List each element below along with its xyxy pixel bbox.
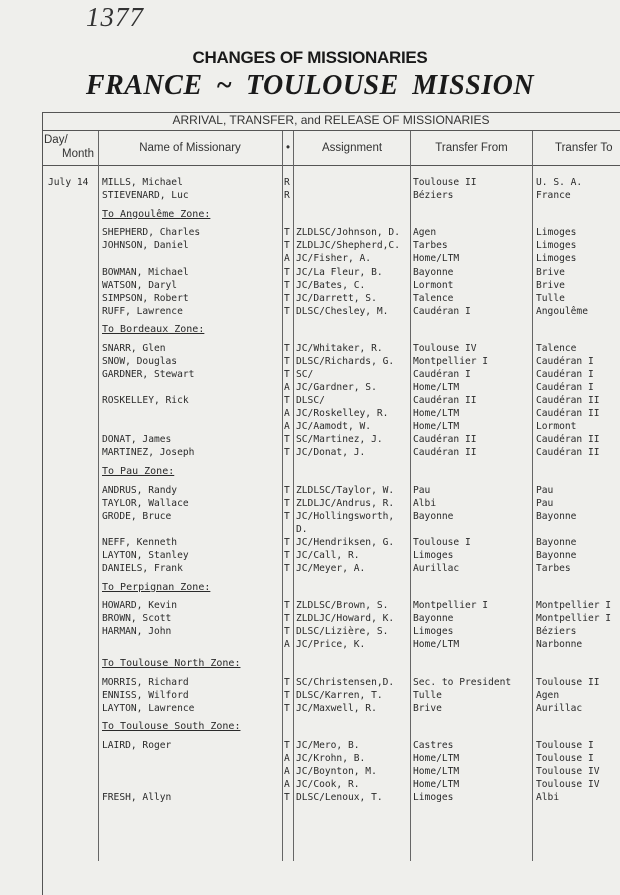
cell-assignment: JC/Aamodt, W. [296,421,372,433]
cell-to: France [536,190,571,202]
cell-name: FRESH, Allyn [102,792,172,804]
cell-code: A [284,253,290,265]
cell-code: T [284,395,290,407]
cell-from: Sec. to President [413,676,512,688]
cell-assignment: JC/Cook, R. [296,779,360,791]
cell-to: Bayonne [536,549,577,561]
cell-assignment: JC/Mero, B. [296,740,360,752]
cell-to: Tulle [536,292,565,304]
cell-from: Caudéran II [413,447,477,459]
cell-code: T [284,792,290,804]
cell-to: Montpellier I [536,600,612,612]
cell-assignment: SC/ [296,369,314,381]
cell-name: BROWN, Scott [102,613,172,625]
cell-assignment: JC/Krohn, B. [296,753,366,765]
cell-code: T [284,689,290,701]
cell-code: T [284,549,290,561]
cell-to: Toulouse II [536,676,600,688]
cell-code: T [284,266,290,278]
cell-from: Lormont [413,279,454,291]
cell-assignment: ZLDLSC/Johnson, D. [296,227,400,239]
zone-heading: To Perpignan Zone: [102,581,211,593]
cell-from: Tarbes [413,240,448,252]
cell-to: Caudéran II [536,395,600,407]
cell-from: Brive [413,702,442,714]
cell-to: Toulouse I [536,740,594,752]
cell-from: Home/LTM [413,253,460,265]
cell-from: Talence [413,292,454,304]
cell-to: Toulouse IV [536,766,600,778]
cell-assignment: JC/Whitaker, R. [296,342,383,354]
cell-to: Caudéran I [536,382,594,394]
cell-from: Tulle [413,689,442,701]
cell-to: Toulouse IV [536,779,600,791]
document-heading: CHANGES OF MISSIONARIES [192,48,428,67]
cell-code: R [284,190,290,202]
cell-from: Toulouse I [413,536,471,548]
column-header-code: • [285,142,291,154]
cell-assignment: ZLDLJC/Shepherd,C. [296,240,400,252]
cell-to: Toulouse I [536,753,594,765]
cell-assignment: JC/La Fleur, B. [296,266,383,278]
cell-name: BOWMAN, Michael [102,266,189,278]
cell-to: Aurillac [536,702,583,714]
cell-to: Bayonne [536,536,577,548]
cell-assignment: JC/Gardner, S. [296,382,377,394]
cell-to: Caudéran II [536,447,600,459]
cell-to: Béziers [536,626,577,638]
cell-from: Caudéran I [413,305,471,317]
cell-assignment: DLSC/Chesley, M. [296,305,389,317]
cell-to: Limoges [536,227,577,239]
cell-code: T [284,240,290,252]
cell-from: Home/LTM [413,408,460,420]
cell-code: A [284,408,290,420]
cell-assignment: JC/Roskelley, R. [296,408,389,420]
column-header-transfer-to: Transfer To [555,142,613,154]
cell-assignment: JC/Price, K. [296,639,366,651]
cell-name: SHEPHERD, Charles [102,227,201,239]
cell-name: SIMPSON, Robert [102,292,189,304]
cell-code: T [284,497,290,509]
cell-code: T [284,279,290,291]
cell-code: T [284,292,290,304]
cell-name: MILLS, Michael [102,177,183,188]
cell-code: A [284,639,290,651]
cell-from: Castres [413,740,454,752]
cell-to: Caudéran II [536,408,600,420]
cell-code: A [284,382,290,394]
cell-code: T [284,356,290,367]
cell-name: LAYTON, Stanley [102,549,189,561]
zone-heading: To Angoulême Zone: [102,208,211,220]
cell-from: Limoges [413,792,454,804]
cell-assignment: JC/Meyer, A. [296,562,366,574]
cell-assignment: SC/Christensen,D. [296,676,395,688]
cell-name: HARMAN, John [102,626,172,638]
cell-from: Bayonne [413,510,454,522]
cell-from: Home/LTM [413,779,460,791]
cell-to: Brive [536,279,565,291]
cell-to: Montpellier I [536,613,612,625]
cell-assignment: JC/Bates, C. [296,279,366,291]
cell-code: A [284,753,290,765]
cell-from: Aurillac [413,562,460,574]
cell-date: July 14 [48,177,89,188]
handwritten-page-number: 1377 [86,2,144,32]
cell-from: Limoges [413,626,454,638]
cell-code: T [284,740,290,752]
cell-from: Bayonne [413,613,454,625]
cell-from: Agen [413,227,437,239]
cell-assignment: JC/Hollingsworth, [296,510,395,522]
section-band-title: ARRIVAL, TRANSFER, and RELEASE OF MISSIONARIES [172,113,490,127]
cell-to: Bayonne [536,510,577,522]
cell-assignment: JC/Maxwell, R. [296,702,377,714]
mission-title: FRANCE ~ TOULOUSE MISSION [85,70,535,101]
cell-to: Agen [536,689,560,701]
cell-assignment: SC/Martinez, J. [296,434,383,446]
cell-code: R [284,177,290,188]
zone-heading: To Toulouse North Zone: [102,658,241,670]
cell-to: Narbonne [536,639,583,651]
cell-name: DONAT, James [102,434,172,446]
cell-from: Limoges [413,549,454,561]
cell-name: GRODE, Bruce [102,510,172,522]
cell-from: Caudéran I [413,369,471,381]
cell-name: GARDNER, Stewart [102,369,195,381]
cell-assignment: ZLDLJC/Howard, K. [296,613,395,625]
cell-from: Home/LTM [413,382,460,394]
cell-to: Angoulême [536,305,588,317]
cell-code: T [284,369,290,381]
cell-name: ENNISS, Wilford [102,689,189,701]
cell-name: RUFF, Lawrence [102,305,183,317]
cell-to: Limoges [536,253,577,265]
cell-assignment: JC/Darrett, S. [296,292,377,304]
cell-to: Pau [536,497,554,509]
cell-to: Caudéran I [536,369,594,381]
cell-from: Home/LTM [413,766,460,778]
cell-code: A [284,766,290,778]
cell-code: T [284,626,290,638]
cell-assignment: DLSC/ [296,395,325,407]
cell-to: Talence [536,342,577,354]
cell-assignment: DLSC/Lizière, S. [296,626,389,638]
cell-code: A [284,421,290,433]
column-header-transfer-from: Transfer From [435,142,508,154]
cell-name: TAYLOR, Wallace [102,497,189,509]
zone-heading: To Toulouse South Zone: [102,721,241,733]
cell-code: T [284,536,290,548]
cell-to: Albi [536,792,560,804]
cell-assignment: JC/Hendriksen, G. [296,536,395,548]
cell-code: T [284,447,290,459]
cell-name: MARTINEZ, Joseph [102,447,195,459]
cell-to: U. S. A. [536,177,583,188]
cell-to: Caudéran I [536,356,594,367]
cell-code: T [284,562,290,574]
cell-code: T [284,342,290,354]
column-header-day: Day/ [44,134,68,146]
cell-name: LAYTON, Lawrence [102,702,195,714]
cell-to: Brive [536,266,565,278]
cell-name: JOHNSON, Daniel [102,240,189,252]
cell-name: MORRIS, Richard [102,676,189,688]
cell-from: Toulouse IV [413,342,477,354]
cell-name: HOWARD, Kevin [102,600,178,612]
cell-name: DANIELS, Frank [102,562,183,574]
cell-from: Béziers [413,190,454,202]
cell-from: Home/LTM [413,421,460,433]
cell-code: T [284,227,290,239]
cell-name: ANDRUS, Randy [102,484,178,496]
cell-from: Home/LTM [413,753,460,765]
cell-from: Caudéran II [413,395,477,407]
cell-from: Montpellier I [413,356,489,367]
cell-from: Albi [413,497,437,509]
cell-from: Caudéran II [413,434,477,446]
cell-assignment: JC/Call, R. [296,549,360,561]
cell-to: Lormont [536,421,577,433]
cell-from: Montpellier I [413,600,489,612]
cell-from: Bayonne [413,266,454,278]
cell-assignment: DLSC/Karren, T. [296,689,383,701]
cell-from: Toulouse II [413,177,477,188]
cell-code: T [284,510,290,522]
cell-code: T [284,305,290,317]
cell-to: Pau [536,484,554,496]
cell-assignment: JC/Fisher, A. [296,253,372,265]
cell-from: Home/LTM [413,639,460,651]
cell-name: WATSON, Daryl [102,279,178,291]
cell-from: Pau [413,484,431,496]
column-header-month: Month [62,148,94,160]
cell-assignment: ZLDLSC/Taylor, W. [296,484,395,496]
cell-assignment: DLSC/Richards, G. [296,356,395,367]
column-header-name: Name of Missionary [139,142,241,154]
cell-assignment: D. [296,523,308,535]
cell-assignment: DLSC/Lenoux, T. [296,792,383,804]
cell-code: T [284,613,290,625]
cell-code: T [284,434,290,446]
cell-name: SNOW, Douglas [102,356,178,367]
cell-to: Caudéran II [536,434,600,446]
zone-heading: To Pau Zone: [102,466,175,477]
cell-code: T [284,484,290,496]
cell-name: ROSKELLEY, Rick [102,395,189,407]
cell-to: Tarbes [536,562,571,574]
cell-name: LAIRD, Roger [102,740,172,752]
cell-code: T [284,676,290,688]
cell-code: A [284,779,290,791]
cell-assignment: JC/Boynton, M. [296,766,377,778]
column-header-assignment: Assignment [321,142,383,154]
cell-code: T [284,600,290,612]
zone-heading: To Bordeaux Zone: [102,324,205,336]
cell-name: SNARR, Glen [102,342,166,354]
cell-assignment: ZLDLJC/Andrus, R. [296,497,395,509]
cell-name: NEFF, Kenneth [102,536,178,548]
cell-name: STIEVENARD, Luc [102,190,189,202]
cell-assignment: ZLDLSC/Brown, S. [296,600,389,612]
cell-assignment: JC/Donat, J. [296,447,366,459]
cell-to: Limoges [536,240,577,252]
cell-code: T [284,702,290,714]
